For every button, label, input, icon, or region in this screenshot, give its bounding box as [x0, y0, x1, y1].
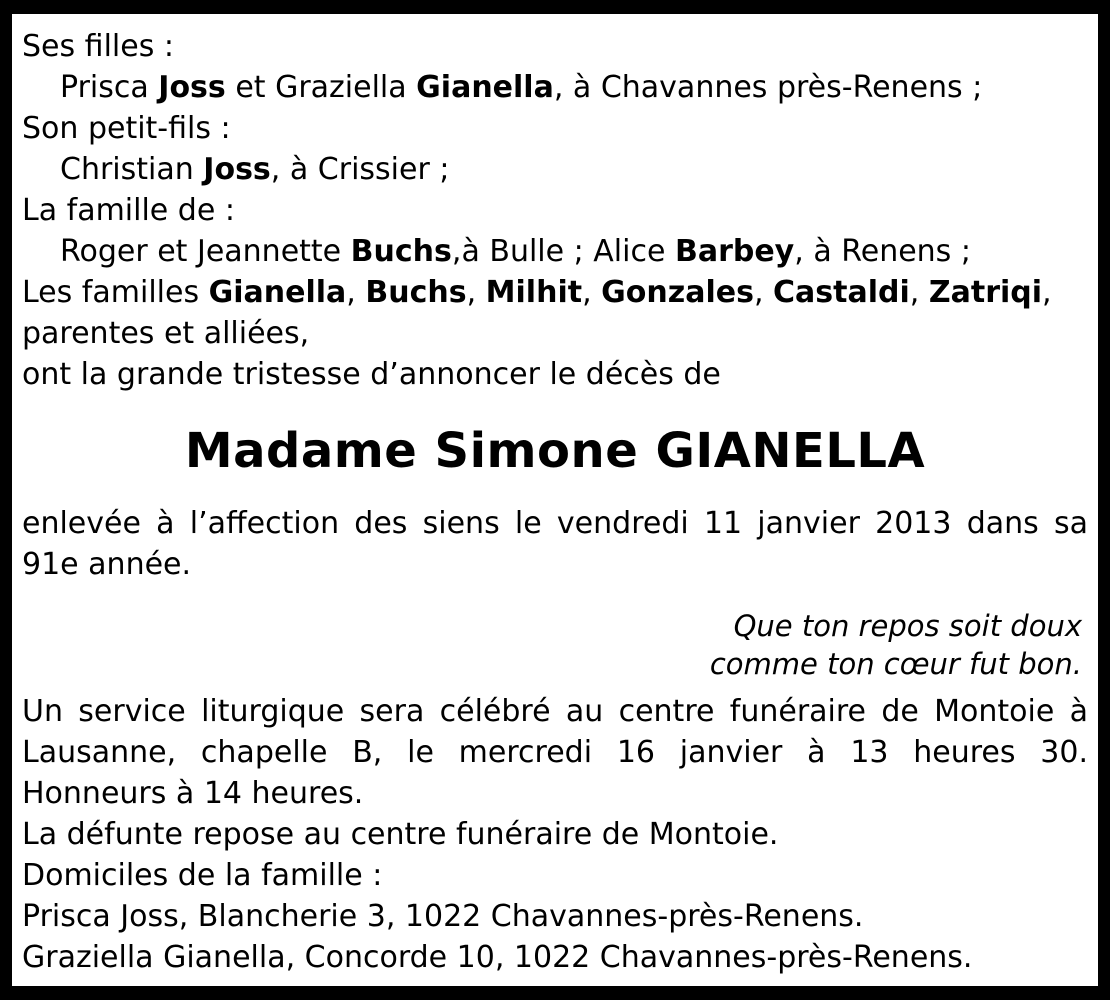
deceased-name: Madame Simone GIANELLA [184, 423, 926, 479]
service-details: Un service liturgique sera célébré au centre funéraire de Montoie à Lausanne, chapelle B, le mercredi 16 janvier à 13 heures 30. Honneurs à 14 heures. [22, 694, 1088, 811]
text-fragment: parentes et alliées, [22, 316, 310, 351]
text-fragment: Roger et Jeannette [60, 234, 351, 269]
notice-line [22, 26, 1088, 67]
address-line-1: Prisca Joss, Blancherie 3, 1022 Chavannes-près-Renens. [22, 899, 864, 934]
family-name: Gianella [416, 70, 554, 105]
verse-line-1: Que ton repos soit doux [733, 609, 1082, 643]
text-fragment: , [466, 275, 486, 310]
survivors-block [22, 26, 1088, 395]
text-fragment: Son petit-fils : [22, 111, 231, 146]
text-fragment: , [346, 275, 366, 310]
addresses-heading: Domiciles de la famille : [22, 858, 383, 893]
family-name: Buchs [365, 275, 467, 310]
notice-content [12, 14, 1098, 986]
family-name: Zatriqi [928, 275, 1043, 310]
family-name: Joss [158, 70, 226, 105]
text-fragment: , [909, 275, 929, 310]
text-fragment: , [582, 275, 602, 310]
notice-line [22, 190, 1088, 231]
text-fragment: , à Chavannes près-Renens ; [553, 70, 983, 105]
address-line-2: Graziella Gianella, Concorde 10, 1022 Chavannes-près-Renens. [22, 940, 973, 975]
family-name: Barbey [674, 234, 795, 269]
notice-line [22, 272, 1088, 313]
text-fragment: Ses filles : [22, 29, 174, 64]
notice-line [22, 149, 1088, 190]
notice-line [22, 354, 1088, 395]
text-fragment: ,à Bulle ; Alice [451, 234, 675, 269]
notice-line [22, 231, 1088, 272]
text-fragment: , [1042, 275, 1052, 310]
text-fragment: , [753, 275, 774, 310]
text-fragment: , à Crissier ; [270, 152, 450, 187]
notice-line [22, 313, 1088, 354]
text-fragment: Prisca [60, 70, 159, 105]
family-name: Joss [203, 152, 271, 187]
family-name: Gianella [208, 275, 347, 310]
notice-line [22, 67, 1088, 108]
text-fragment: Les familles [22, 275, 209, 310]
text-fragment: , à Renens ; [794, 234, 971, 269]
text-fragment: et Graziella [225, 70, 417, 105]
text-fragment: Christian [60, 152, 204, 187]
text-fragment: ont la grande tristesse d’annoncer le décès de [22, 357, 721, 392]
text-fragment: La famille de : [22, 193, 235, 228]
family-name: Buchs [350, 234, 452, 269]
death-sentence: enlevée à l’affection des siens le vendredi 11 janvier 2013 dans sa 91e année. [22, 506, 1088, 582]
family-name: Gonzales [601, 275, 754, 310]
memorial-verse [22, 607, 1088, 683]
family-name: Castaldi [773, 275, 910, 310]
repose-details: La défunte repose au centre funéraire de Montoie. [22, 817, 779, 852]
verse-line-2: comme ton cœur fut bon. [709, 647, 1082, 681]
notice-line [22, 108, 1088, 149]
family-name: Milhit [485, 275, 583, 310]
addresses-block [22, 855, 1088, 978]
